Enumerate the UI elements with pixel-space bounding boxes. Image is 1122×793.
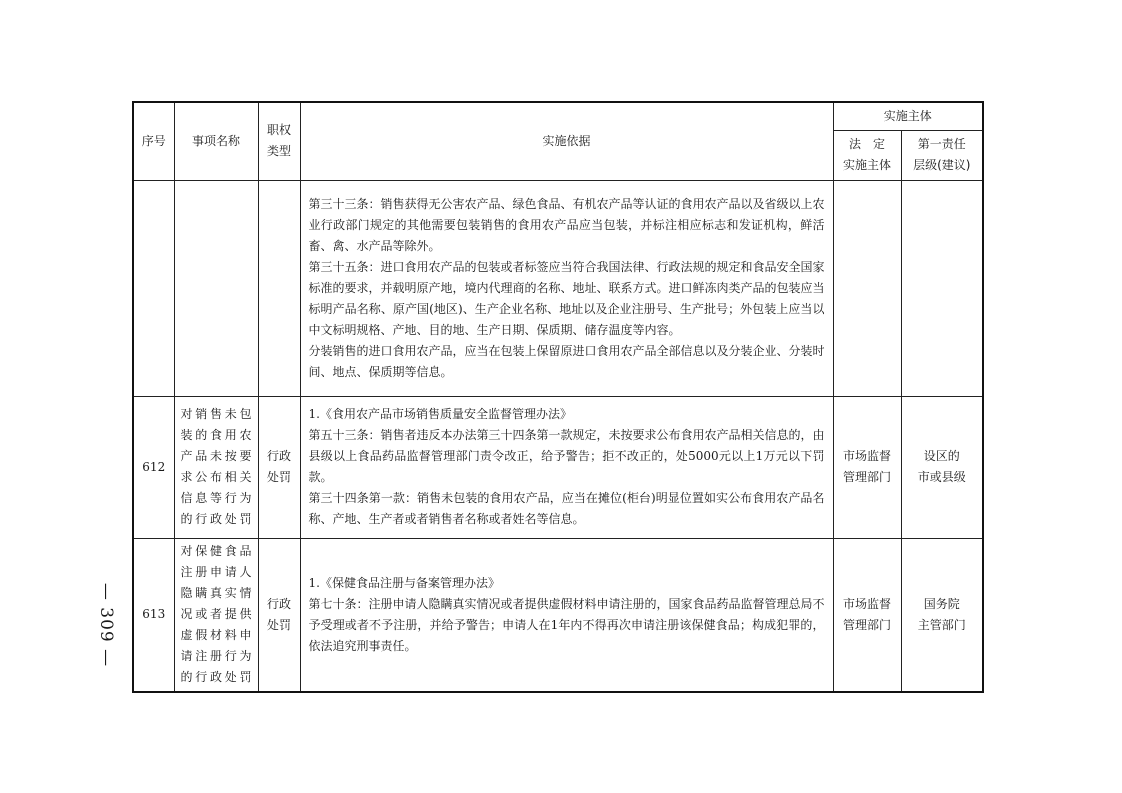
header-seq: 序号 — [133, 102, 174, 180]
row-type — [258, 538, 300, 692]
basis-paragraph: 第三十三条：销售获得无公害农产品、绿色食品、有机农产品等认证的食用农产品以及省级以上农业行政部门规定的其他需要包装销售的食用农产品应当包装，并标注相应标志和发证机构，鲜活畜、禽、水产品等除外。 — [308, 196, 825, 253]
row-level — [901, 538, 983, 692]
header-level-line2: 层级(建议) — [913, 158, 971, 172]
basis-paragraph: 第三十五条：进口食用农产品的包装或者标签应当符合我国法律、行政法规的规定和食品安全国家标准的要求，并载明原产地，境内代理商的名称、地址、联系方式。进口鲜冻肉类产品的包装应当标明产品名称、原产国(地区)、生产企业名称、地址以及企业注册号、生产批号；外包装上应当以中文标明规格、产地、目的地、生产日期、保质期、储存温度等内容。 — [308, 259, 825, 337]
header-level — [901, 130, 983, 180]
row-type-line1: 行政 — [266, 596, 291, 611]
row-dept — [833, 180, 901, 396]
basis-paragraph: 1.《保健食品注册与备案管理办法》 — [308, 575, 500, 590]
table-row — [133, 538, 983, 692]
row-type — [258, 180, 300, 396]
basis-paragraph: 1.《食用农产品市场销售质量安全监督管理办法》 — [308, 407, 572, 421]
row-name: 对保健食品注册申请人隐瞒真实情况或者提供虚假材料申请注册行为的行政处罚 — [174, 538, 258, 692]
row-seq: 613 — [133, 538, 174, 692]
row-level-line2: 市或县级 — [917, 470, 966, 484]
page-number-text: — 309 — — [96, 582, 117, 668]
row-basis — [300, 538, 833, 692]
row-basis — [300, 180, 833, 396]
row-dept-line2: 管理部门 — [842, 617, 891, 632]
enforcement-table — [132, 101, 984, 693]
header-type — [258, 102, 300, 180]
row-name: 对销售未包装的食用农产品未按要求公布相关信息等行为的行政处罚 — [174, 396, 258, 538]
basis-paragraph: 第三十四条第一款：销售未包装的食用农产品，应当在摊位(柜台)明显位置如实公布食用农产品名称、产地、生产者或者销售者名称或者姓名等信息。 — [308, 491, 825, 526]
header-level-line1: 第一责任 — [917, 137, 966, 151]
row-type-line2: 处罚 — [266, 617, 291, 632]
table-row — [133, 396, 983, 538]
row-level-line1: 国务院 — [923, 596, 960, 611]
header-basis: 实施依据 — [300, 102, 833, 180]
row-dept — [833, 538, 901, 692]
row-basis — [300, 396, 833, 538]
row-dept-line1: 市场监督 — [842, 596, 891, 611]
basis-paragraph: 第七十条：注册申请人隐瞒真实情况或者提供虚假材料申请注册的，国家食品药品监督管理总局不予受理或者不予注册，并给予警告；申请人在1年内不得再次申请注册该保健食品；构成犯罪的，依法追究刑事责任。 — [308, 596, 825, 653]
header-name: 事项名称 — [174, 102, 258, 180]
header-type-line1: 职权 — [266, 123, 291, 138]
row-level — [901, 180, 983, 396]
row-type-line1: 行政 — [266, 449, 291, 463]
header-row-1 — [133, 102, 983, 130]
row-dept-line1: 市场监督 — [842, 449, 891, 463]
row-level-line2: 主管部门 — [917, 617, 966, 632]
row-level — [901, 396, 983, 538]
row-level-line1: 设区的 — [923, 449, 960, 463]
row-type — [258, 396, 300, 538]
row-seq — [133, 180, 174, 396]
row-type-line2: 处罚 — [266, 470, 291, 484]
basis-paragraph: 分装销售的进口食用农产品，应当在包装上保留原进口食用农产品全部信息以及分装企业、分装时间、地点、保质期等信息。 — [308, 343, 825, 379]
page-number — [92, 560, 120, 690]
row-dept-line2: 管理部门 — [842, 470, 891, 484]
row-seq: 612 — [133, 396, 174, 538]
basis-paragraph: 第五十三条：销售者违反本办法第三十四条第一款规定，未按要求公布食用农产品相关信息的，由县级以上食品药品监督管理部门责令改正，给予警告；拒不改正的，处5000元以上1万元以下罚款。 — [308, 428, 825, 484]
header-subject: 实施主体 — [833, 102, 983, 130]
header-legal-subject — [833, 130, 901, 180]
header-type-line2: 类型 — [266, 144, 291, 159]
table-row — [133, 180, 983, 396]
header-legal-line2: 实施主体 — [842, 158, 891, 172]
row-name — [174, 180, 258, 396]
row-dept — [833, 396, 901, 538]
header-legal-line1: 法 定 — [848, 137, 885, 151]
